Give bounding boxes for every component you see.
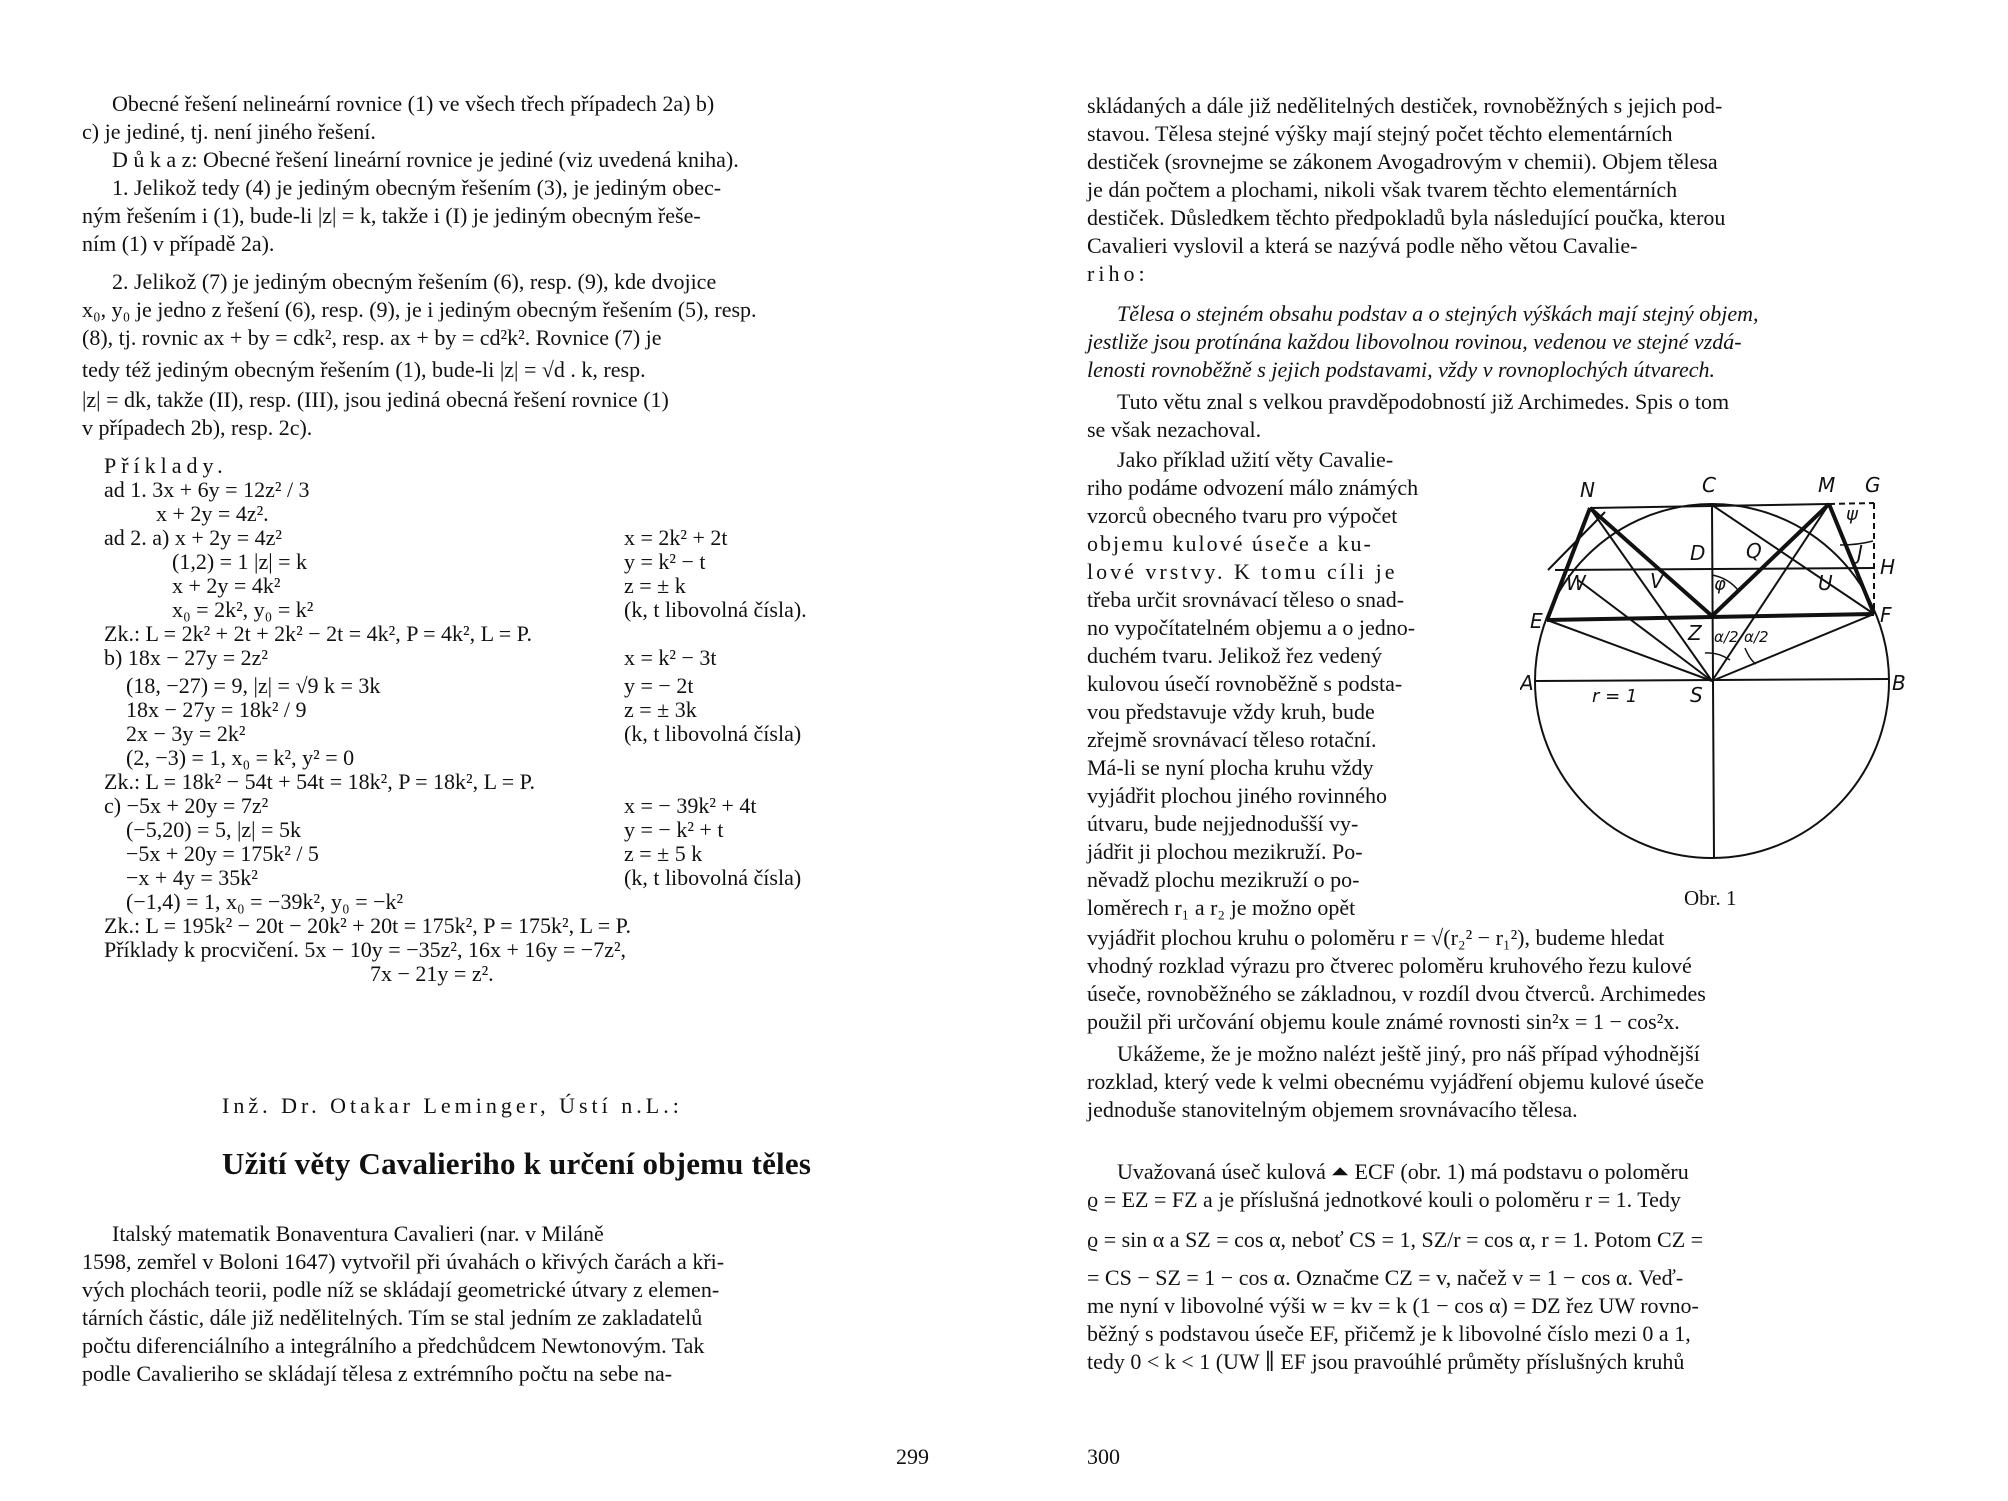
example-solution: z = ± 3k [624,697,697,722]
example-line: ad 1. 3x + 6y = 12z² / 3 [104,477,310,502]
text-line: rozklad, který vede k velmi obecnému vyjádření objemu kulové úseče [1087,1069,1705,1094]
example-line: 18x − 27y = 18k² / 9 [126,697,307,722]
text-line: něvadž plochu mezikruží o po- [1087,867,1360,892]
label-J: J [1857,541,1863,565]
label-Z: Z [1688,621,1702,645]
exercise-line: Příklady k procvičení. 5x − 10y = −35z², 16x + 16y = −7z², [104,937,627,962]
examples-heading: Příklady. [104,453,228,478]
example-line: x + 2y = 4z². [156,501,269,526]
article-author: Inž. Dr. Otakar Leminger, Ústí n.L.: [222,1093,683,1118]
line-text: Obecné řešení nelineární rovnice (1) ve všech třech případech 2a) b) [112,91,715,116]
example-solution: (k, t libovolná čísla) [624,865,802,890]
label-U: U [1818,571,1833,595]
text-line: Cavalieri vyslovil a která se nazývá podle něho větou Cavalie- [1087,233,1638,258]
label-radius: r = 1 [1592,686,1638,707]
text-line: úseče, rovnoběžného se základnou, v rozdíl dvou čtverců. Archimedes [1087,981,1706,1006]
text-line: tedy 0 < k < 1 (UW ∥ EF jsou pravoúhlé průměty příslušných kruhů [1087,1349,1685,1374]
article-title: Užití věty Cavalieriho k určení objemu těles [222,1146,812,1181]
text-line: kulovou úsečí rovnoběžně s podsta- [1087,671,1403,696]
example-solution: y = − 2t [624,673,694,698]
text-line: stavou. Tělesa stejné výšky mají stejný počet těchto elementárních [1087,121,1673,146]
label-A: A [1520,671,1534,695]
text-line: riho podáme odvození málo známých [1087,475,1419,500]
example-line: x₀ = 2k², y₀ = k² [172,597,314,622]
text-line: jednoduše stanovitelným objemem srovnávacího tělesa. [1087,1097,1578,1122]
text-line: 1598, zemřel v Boloni 1647) vytvořil při úvahách o křivých čarách a kři- [82,1249,725,1274]
label-D: D [1690,541,1706,565]
example-solution: z = ± 5 k [624,841,703,866]
label-alpha-half-right: α/2 [1744,628,1769,646]
text-line: vyjádřit plochou jiného rovinného [1087,783,1387,808]
text-line: destiček. Důsledkem těchto předpokladů byla následující poučka, kterou [1087,205,1726,230]
text-line [112,90,934,118]
example-line: 2x − 3y = 2k² [126,721,246,746]
text-line: Tuto větu znal s velkou pravděpodobností již Archimedes. Spis o tom [1117,389,1730,414]
label-M: M [1818,473,1836,497]
example-line: (−1,4) = 1, x₀ = −39k², y₀ = −k² [126,889,404,914]
check-line: Zk.: L = 2k² + 2t + 2k² − 2t = 4k², P = 4k², L = P. [104,621,532,646]
label-H: H [1880,555,1896,579]
text-line: třeba určit srovnávací těleso o snad- [1087,587,1405,612]
text-line: vých plochách teorii, podle níž se skládají geometrické útvary z elemen- [82,1277,720,1302]
text-line: vyjádřit plochou kruhu o poloměru r = √(r₂² − r₁²), budeme hledat [1087,925,1665,950]
text-line: ϱ = sin α a SZ = cos α, neboť CS = 1, SZ/r = cos α, r = 1. Potom CZ = [1087,1227,1704,1252]
text-line: Ukážeme, že je možno nalézt ještě jiný, pro náš případ výhodnější [1117,1041,1700,1066]
text-line: použil při určování objemu koule známé rovnosti sin²x = 1 − cos²x. [1087,1009,1680,1034]
label-N: N [1580,478,1595,502]
label-psi: ψ [1846,504,1858,525]
label-C: C [1702,473,1716,497]
label-Q: Q [1746,539,1762,563]
example-line: c) −5x + 20y = 7z² [104,793,269,818]
text-line: tedy též jediným obecným řešením (1), bude-li |z| = √d . k, resp. [82,357,646,382]
example-line: (2, −3) = 1, x₀ = k², y² = 0 [126,745,355,770]
text-line: vhodný rozklad výrazu pro čtverec poloměru kruhového řezu kulové [1087,953,1692,978]
label-S: S [1690,683,1703,707]
text-line: riho: [1087,261,1149,286]
theorem-line: Tělesa o stejném obsahu podstav a o stejných výškách mají stejný objem, [1117,301,1759,326]
label-F: F [1880,603,1892,627]
check-line: Zk.: L = 195k² − 20t − 20k² + 20t = 175k², P = 175k², L = P. [104,913,631,938]
text-line: me nyní v libovolné výši w = kv = k (1 − cos α) = DZ řez UW rovno- [1087,1293,1699,1318]
text-line: útvaru, bude nejjednodušší vy- [1087,811,1359,836]
text-line: destiček (srovnejme se zákonem Avogadrovým v chemii). Objem tělesa [1087,149,1718,174]
text-line: 1. Jelikož tedy (4) je jediným obecným řešením (3), je jediným obec- [112,175,722,200]
example-line: ad 2. a) x + 2y = 4z² [104,525,283,550]
text-line: objemu kulové úseče a ku- [1087,531,1373,556]
example-solution: (k, t libovolná čísla) [624,721,802,746]
label-E: E [1530,609,1543,633]
text-line: jádřit ji plochou mezikruží. Po- [1087,839,1363,864]
example-solution: x = k² − 3t [624,645,717,670]
text-line: v případech 2b), resp. 2c). [82,415,313,440]
text-line: vou představuje vždy kruh, bude [1087,699,1375,724]
label-B: B [1892,671,1906,695]
text-line: Má-li se nyní plocha kruhu vždy [1087,755,1374,780]
text-line: |z| = dk, takže (II), resp. (III), jsou jediná obecná řešení rovnice (1) [82,387,669,412]
text-line: duchém tvaru. Jelikož řez vedený [1087,643,1383,668]
text-line: tárních částic, dále již nedělitelných. Tím se stal jedním ze zakladatelů [82,1305,703,1330]
text-line: c) je jediné, tj. není jiného řešení. [82,119,376,144]
text-line: je dán počtem a plochami, nikoli však tvarem těchto elementárních [1087,177,1678,202]
theorem-line: lenosti rovnoběžně s jejich podstavami, vždy v rovnoplochých útvarech. [1087,357,1716,382]
exercise-line: 7x − 21y = z². [370,961,494,986]
text-line: ϱ = EZ = FZ a je příslušná jednotkové kouli o poloměru r = 1. Tedy [1087,1187,1681,1212]
example-solution: x = − 39k² + 4t [624,793,757,818]
text-line: počtu diferenciálního a integrálního a předchůdcem Newtonovým. Tak [82,1333,705,1358]
text-line: (8), tj. rovnic ax + by = cdk², resp. ax + by = cd²k². Rovnice (7) je [82,325,662,350]
example-solution: z = ± k [624,573,686,598]
example-line: −x + 4y = 35k² [126,865,258,890]
text-line: = CS − SZ = 1 − cos α. Označme CZ = v, načež v = 1 − cos α. Veď- [1087,1265,1684,1290]
text-line: ním (1) v případě 2a). [82,231,275,256]
example-line: (1,2) = 1 |z| = k [172,549,308,574]
label-V: V [1650,569,1664,593]
label-W: W [1566,571,1586,595]
text-line: běžný s podstavou úseče EF, přičemž je k libovolné číslo mezi 0 a 1, [1087,1321,1691,1346]
page-number: 299 [896,1444,929,1469]
example-solution: y = k² − t [624,549,706,574]
figure-sphere-segment [1520,470,1940,870]
example-line: b) 18x − 27y = 2z² [104,645,269,670]
text-line: skládaných a dále již nedělitelných destiček, rovnoběžných s jejich pod- [1087,93,1723,118]
example-line: (−5,20) = 5, |z| = 5k [126,817,301,842]
text-line: ným řešením i (1), bude-li |z| = k, takže i (I) je jediným obecným řeše- [82,203,701,228]
figure-caption: Obr. 1 [1684,886,1737,910]
text-line: Italský matematik Bonaventura Cavalieri (nar. v Miláně [112,1221,604,1246]
check-line: Zk.: L = 18k² − 54t + 54t = 18k², P = 18k², L = P. [104,769,535,794]
text-line: x₀, y₀ je jedno z řešení (6), resp. (9), je i jediným obecným řešením (5), resp. [82,297,757,322]
text-line: no vypočítatelném objemu a o jedno- [1087,615,1416,640]
text-line: vzorců obecného tvaru pro výpočet [1087,503,1398,528]
text-line: podle Cavalieriho se skládají tělesa z extrémního počtu na sebe na- [82,1361,673,1386]
label-phi: φ [1714,574,1726,595]
text-line: D ů k a z: Obecné řešení lineární rovnice je jediné (viz uvedená kniha). [112,147,739,172]
example-line: (18, −27) = 9, |z| = √9 k = 3k [126,673,381,698]
theorem-line: jestliže jsou protínána každou libovolnou rovinou, vedenou ve stejné vzdá- [1087,329,1742,354]
label-alpha-half-left: α/2 [1714,628,1739,646]
page-number: 300 [1087,1444,1120,1469]
text-line: zřejmě srovnávací těleso rotační. [1087,727,1377,752]
example-solution: y = − k² + t [624,817,724,842]
text-line: se však nezachoval. [1087,417,1262,442]
label-G: G [1865,473,1881,497]
example-solution: x = 2k² + 2t [624,525,728,550]
sphere-diagram-svg [1520,470,1940,870]
text-line: lové vrstvy. K tomu cíli je [1087,559,1398,584]
example-line: x + 2y = 4k² [172,573,281,598]
text-line: Uvažovaná úseč kulová ⏶ ECF (obr. 1) má podstavu o poloměru [1117,1159,1689,1184]
example-line: −5x + 20y = 175k² / 5 [126,841,319,866]
text-line: 2. Jelikož (7) je jediným obecným řešením (6), resp. (9), kde dvojice [112,269,717,294]
text-line: Jako příklad užití věty Cavalie- [1117,447,1394,472]
text-line: loměrech r₁ a r₂ je možno opět [1087,895,1356,920]
example-solution: (k, t libovolná čísla). [624,597,807,622]
